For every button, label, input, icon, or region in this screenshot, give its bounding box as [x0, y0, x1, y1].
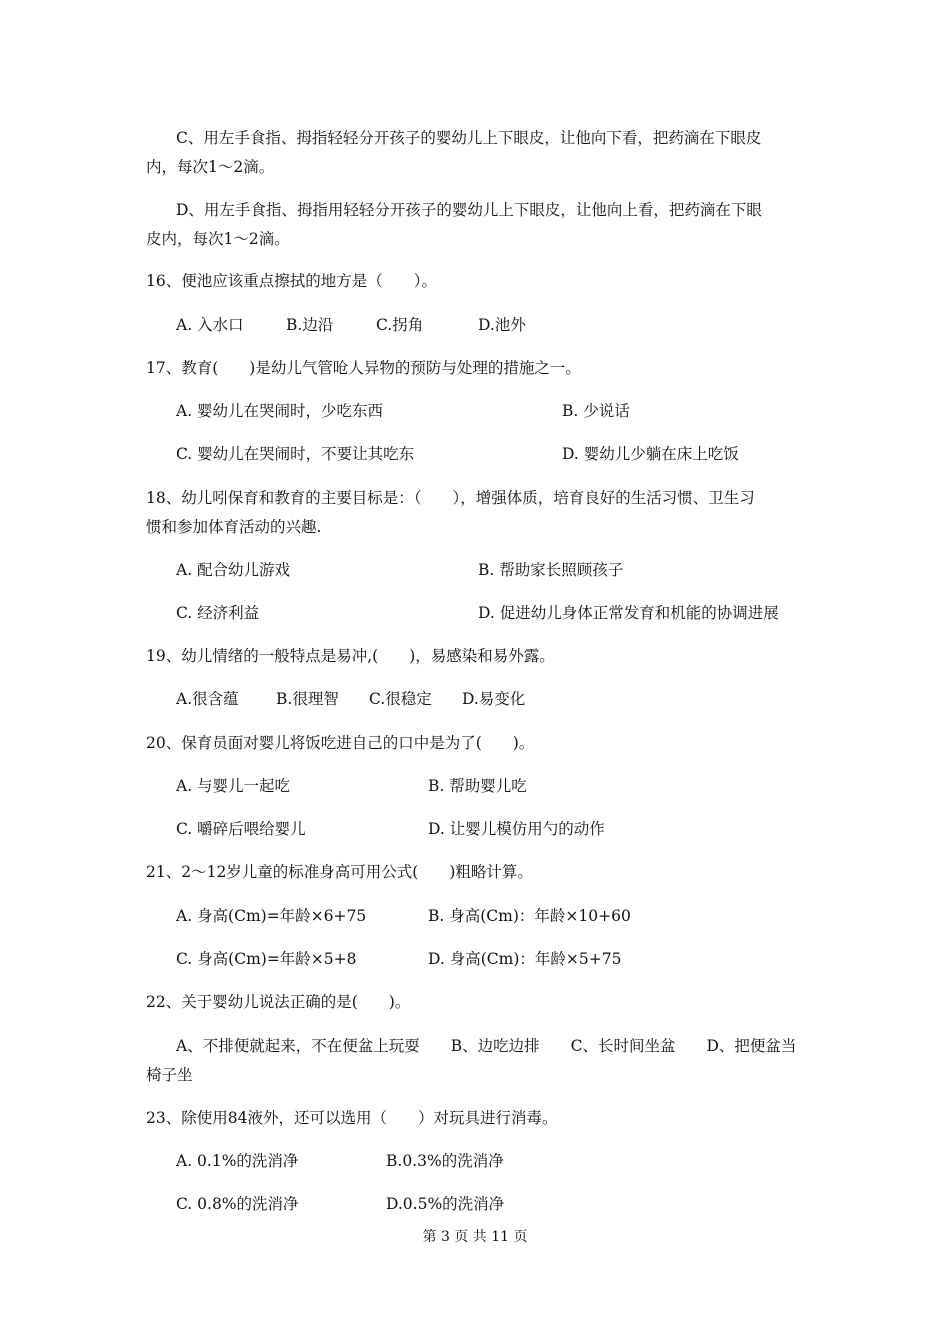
- q21-option-b: B. 身高(Cm)：年龄×10+60: [428, 907, 631, 925]
- q16-option-a: A. 入水口: [176, 316, 244, 334]
- q15-option-d-line-1: D、用左手食指、拇指用轻轻分开孩子的婴幼儿上下眼皮，让他向上看，把药滴在下眼: [176, 201, 762, 219]
- q16-option-c: C.拐角: [376, 316, 424, 334]
- q16-stem: 16、便池应该重点擦拭的地方是（ ）。: [146, 272, 437, 290]
- q18-stem-line-1: 18、幼儿吲保育和教育的主要目标是：（ ），增强体质，培育良好的生活习惯、卫生习: [146, 489, 755, 507]
- q17-stem: 17、教育( )是幼儿气管呛人异物的预防与处理的措施之一。: [146, 359, 581, 377]
- page-number-footer: 第 3 页 共 11 页: [422, 1229, 528, 1245]
- q19-option-b: B.很理智: [276, 690, 339, 708]
- q20-option-a: A. 与婴儿一起吃: [176, 777, 291, 795]
- q23-option-d: D.0.5%的洗消净: [386, 1195, 505, 1213]
- q20-option-c: C. 嚼碎后喂给婴儿: [176, 820, 306, 838]
- q17-option-c: C. 婴幼儿在哭闹时，不要让其吃东: [176, 445, 415, 463]
- q21-option-c: C. 身高(Cm)=年龄×5+8: [176, 950, 357, 968]
- q20-option-b: B. 帮助婴儿吃: [428, 777, 527, 795]
- q23-option-c: C. 0.8%的洗消净: [176, 1195, 299, 1213]
- q23-stem: 23、除使用84液外，还可以选用（ ）对玩具进行消毒。: [146, 1109, 558, 1127]
- q21-option-d: D. 身高(Cm)：年龄×5+75: [428, 950, 622, 968]
- q20-stem: 20、保育员面对婴儿将饭吃进自己的口中是为了( )。: [146, 734, 535, 752]
- q17-option-b: B. 少说话: [562, 402, 630, 420]
- q23-option-b: B.0.3%的洗消净: [386, 1152, 504, 1170]
- q22-options-line-1: A、不排便就起来，不在便盆上玩耍 B、边吃边排 C、长时间坐盆 D、把便盆当: [176, 1037, 797, 1055]
- q19-option-a: A.很含蕴: [176, 690, 239, 708]
- q15-option-c-line-2: 内，每次1～2滴。: [146, 158, 275, 176]
- q19-option-c: C.很稳定: [369, 690, 432, 708]
- q16-option-b: B.边沿: [286, 316, 334, 334]
- q21-option-a: A. 身高(Cm)=年龄×6+75: [176, 907, 367, 925]
- q15-option-d-line-2: 皮内，每次1～2滴。: [146, 230, 290, 248]
- q21-stem: 21、2～12岁儿童的标准身高可用公式( )粗略计算。: [146, 863, 533, 881]
- q22-stem: 22、关于婴幼儿说法正确的是( )。: [146, 993, 411, 1011]
- q20-option-d: D. 让婴儿模仿用勺的动作: [428, 820, 605, 838]
- q23-option-a: A. 0.1%的洗消净: [176, 1152, 299, 1170]
- q18-option-b: B. 帮助家长照顾孩子: [478, 561, 624, 579]
- q18-option-a: A. 配合幼儿游戏: [176, 561, 291, 579]
- q17-option-d: D. 婴幼儿少躺在床上吃饭: [562, 445, 739, 463]
- q16-option-d: D.池外: [478, 316, 526, 334]
- q17-option-a: A. 婴幼儿在哭闹时，少吃东西: [176, 402, 384, 420]
- q18-stem-line-2: 惯和参加体育活动的兴趣.: [146, 518, 322, 536]
- q22-options-line-2: 椅子坐: [146, 1066, 193, 1084]
- q15-option-c-line-1: C、用左手食指、拇指轻轻分开孩子的婴幼儿上下眼皮，让他向下看，把药滴在下眼皮: [176, 129, 762, 147]
- q18-option-d: D. 促进幼儿身体正常发育和机能的协调进展: [478, 604, 779, 622]
- q19-option-d: D.易变化: [462, 690, 526, 708]
- q18-option-c: C. 经济利益: [176, 604, 260, 622]
- q19-stem: 19、幼儿情绪的一般特点是易冲,( )，易感染和易外露。: [146, 647, 555, 665]
